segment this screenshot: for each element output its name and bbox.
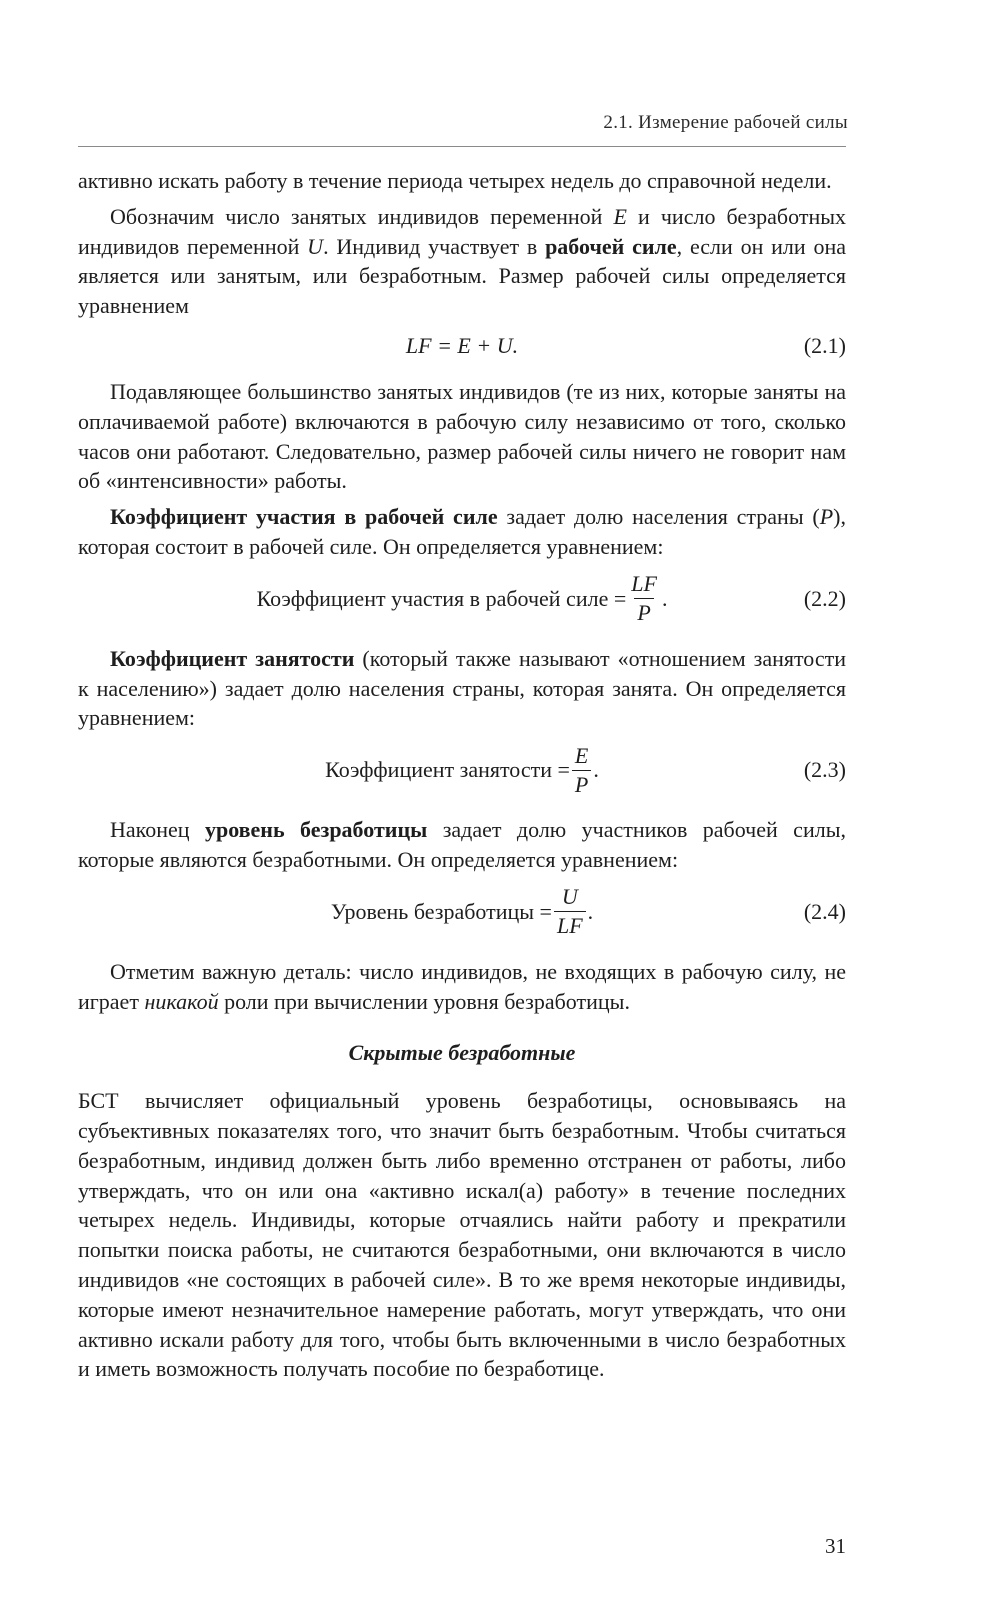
paragraph-hidden-unemployed: БСТ вычисляет официальный уровень безработицы, основываясь на субъективных показателях того, что значит быть безработным. Чтобы считаться безработным, индивид должен быть либо временно отстранен от работы, либо утверждать, что он или она «активно искал(а) работу» в течение последних четырех недель. Индивиды, которые отчаялись найти работу и прекратили попытки поиска работы, не считаются безработными, они включаются в число индивидов «не состоящих в рабочей силе». В то же время некоторые индивиды, которые имеют незначительное намерение работать, могут утверждать, что они активно искали работу для того, чтобы быть включенными в число безработных и иметь возможность получать пособие по безработице. bbox=[78, 1088, 846, 1382]
header-rule bbox=[78, 146, 846, 147]
paragraph-employment-rate: Коэффициент занятости (который также называют «отношением занятости к населению») задает долю населения страны, которая занята. Он определяется уравнением: bbox=[78, 645, 846, 731]
fraction bbox=[572, 742, 591, 799]
equation-formula: LF = E + U. bbox=[405, 332, 519, 358]
paragraph-intensity: Подавляющее большинство занятых индивидов (те из них, которые заняты на оплачиваемой работе) включаются в рабочую силу независимо от того, сколько часов они работают. Следовательно, размер рабочей силы ничего не говорит нам об «интенсивности» работы. bbox=[78, 378, 846, 494]
running-head: 2.1. Измерение рабочей силы bbox=[603, 112, 848, 133]
fraction-denominator: LF bbox=[554, 911, 586, 940]
term-employment-rate: Коэффициент занятости bbox=[110, 645, 355, 671]
fraction bbox=[628, 570, 660, 627]
fraction-numerator: E bbox=[574, 742, 589, 768]
section-subheading: Скрытые безработные bbox=[348, 1040, 576, 1066]
equation-lhs: Коэффициент занятости = bbox=[325, 757, 570, 783]
paragraph-continued: активно искать работу в течение периода четырех недель до справочной недели. bbox=[78, 168, 832, 193]
emphasis: никакой bbox=[144, 988, 219, 1014]
paragraph-unemployment-rate: Наконец уровень безработицы задает долю участников рабочей силы, которые являются безработными. Он определяется уравнением: bbox=[78, 817, 846, 872]
fraction bbox=[554, 883, 586, 940]
equation-number: (2.4) bbox=[803, 898, 846, 924]
paragraph-participation-rate: Коэффициент участия в рабочей силе задает долю населения страны (P), которая состоит в рабочей силе. Он определяется уравнением: bbox=[78, 504, 846, 559]
fraction-numerator: U bbox=[561, 884, 578, 910]
equation-lhs: Уровень безработицы = bbox=[330, 898, 552, 924]
term-participation-rate: Коэффициент участия в рабочей силе bbox=[110, 504, 498, 530]
fraction-numerator: LF bbox=[631, 571, 657, 597]
term-labor-force: рабочей силе bbox=[545, 233, 677, 259]
paragraph-note: Отметим важную деталь: число индивидов, не входящих в рабочую силу, не играет никакой роли при вычислении уровня безработицы. bbox=[78, 958, 846, 1014]
page-number: 31 bbox=[825, 1534, 846, 1558]
term-unemployment-rate: уровень безработицы bbox=[204, 817, 428, 843]
equation-number: (2.3) bbox=[803, 757, 846, 783]
equation-2-4: Уровень безработицы = $\frac{U}{LF}$ . (2.4) bbox=[330, 884, 846, 939]
paragraph-labor-force: Обозначим число занятых индивидов переменной E и число безработных индивидов переменной U. Индивид участвует в рабочей силе, если он или она является или занятым, или безработным. Размер рабочей силы определяется уравнением bbox=[78, 203, 846, 319]
equation-lhs: Коэффициент участия в рабочей силе = bbox=[256, 585, 627, 611]
equation-2-2: Коэффициент участия в рабочей силе = $\frac{LF}{P}$ . (2.2) bbox=[256, 571, 846, 626]
equation-2-3: Коэффициент занятости = $\frac{E}{P}$ . (2.3) bbox=[325, 742, 846, 797]
equation-number: (2.2) bbox=[803, 585, 846, 611]
fraction-denominator: P bbox=[572, 770, 591, 799]
fraction-denominator: P bbox=[634, 598, 653, 627]
equation-number: (2.1) bbox=[803, 332, 846, 358]
page-body bbox=[78, 166, 846, 1390]
equation-2-1 bbox=[78, 331, 846, 361]
